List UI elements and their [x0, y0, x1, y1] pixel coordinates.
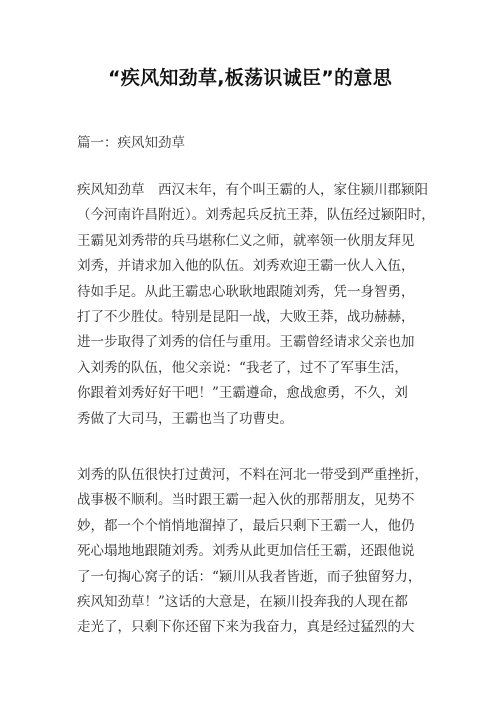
text-line: 待如手足。从此王霸忠心耿耿地跟随刘秀，凭一身智勇，: [77, 283, 415, 300]
paragraph-1: [77, 178, 437, 432]
text-line: 刘秀，并请求加入他的队伍。刘秀欢迎王霸一伙人入伍，: [77, 258, 415, 275]
text-line: 了一句掏心窝子的话：“颍川从我者皆逝，而子独留努力，: [77, 568, 422, 585]
paragraph-2: [77, 463, 437, 641]
text-line: 疾风知劲草！”这话的大意是，在颍川投奔我的人现在都: [77, 593, 408, 610]
text-line: 入刘秀的队伍，他父亲说：“我老了，过不了军事生活，: [77, 359, 408, 376]
text-line: 战事极不顺利。当时跟王霸一起入伙的那帮朋友，见势不: [77, 492, 415, 509]
text-line: 走光了，只剩下你还留下来为我奋力，真是经过猛烈的大: [77, 619, 415, 636]
text-line: 刘秀的队伍很快打过黄河，不料在河北一带受到严重挫折，: [77, 467, 428, 483]
text-line: 进一步取得了刘秀的信任与重用。王霸曾经请求父亲也加: [77, 334, 415, 351]
text-line: 打了不少胜仗。特别是昆阳一战，大败王莽，战功赫赫，: [77, 308, 415, 325]
text-line: 疾风知劲草 西汉末年，有个叫王霸的人，家住颍川郡颍阳: [77, 182, 428, 198]
text-line: 秀做了大司马，王霸也当了功曹史。: [77, 410, 293, 427]
text-line: 你跟着刘秀好好干吧！”王霸遵命，愈战愈勇，不久，刘: [77, 385, 408, 402]
text-line: （今河南许昌附近）。刘秀起兵反抗王莽，队伍经过颍阳时，: [77, 207, 435, 224]
section-heading: 篇一：疾风知劲草: [77, 135, 185, 151]
document-title: “疾风知劲草,板荡识诚臣”的意思: [108, 67, 392, 89]
text-line: 王霸见刘秀带的兵马堪称仁义之师，就率领一伙朋友拜见: [77, 232, 415, 249]
text-line: 死心塌地地跟随刘秀。刘秀从此更加信任王霸，还跟他说: [77, 543, 415, 560]
text-line: 妙，都一个个悄悄地溜掉了，最后只剩下王霸一人，他仍: [77, 517, 415, 534]
